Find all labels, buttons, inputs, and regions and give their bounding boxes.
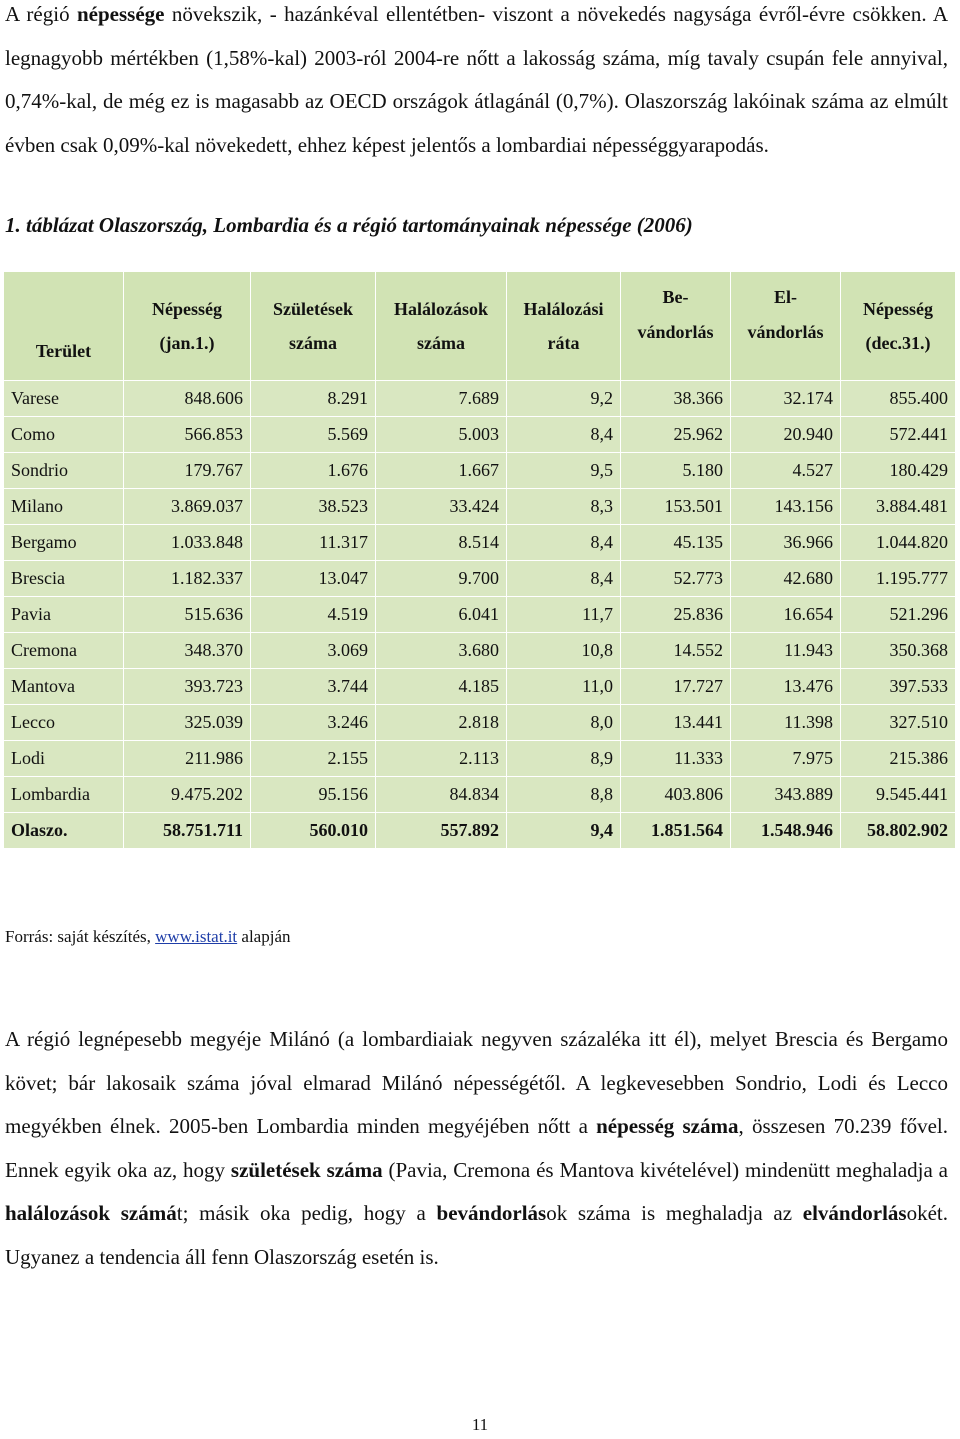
cell-elvandorlas: 11.943 — [731, 633, 841, 669]
cell-terulet: Sondrio — [4, 453, 124, 489]
body-text-5: ok száma is meghaladja az — [546, 1201, 803, 1225]
cell-szuletesek: 2.155 — [251, 741, 376, 777]
cell-terulet: Mantova — [4, 669, 124, 705]
header-halalozasok: Halálozások száma — [376, 272, 507, 381]
cell-bevandorlas: 1.851.564 — [621, 813, 731, 849]
cell-terulet: Bergamo — [4, 525, 124, 561]
cell-halalozasi-rata: 11,7 — [507, 597, 621, 633]
header-nepesseg-dec: Népesség (dec.31.) — [841, 272, 956, 381]
cell-halalozasi-rata: 11,0 — [507, 669, 621, 705]
cell-bevandorlas: 14.552 — [621, 633, 731, 669]
cell-halalozasi-rata: 9,5 — [507, 453, 621, 489]
intro-bold-nepessege: népessége — [76, 2, 165, 26]
cell-nepesseg-dec: 397.533 — [841, 669, 956, 705]
cell-elvandorlas: 42.680 — [731, 561, 841, 597]
cell-halalozasok: 3.680 — [376, 633, 507, 669]
cell-elvandorlas: 20.940 — [731, 417, 841, 453]
cell-elvandorlas: 16.654 — [731, 597, 841, 633]
cell-nepesseg-jan: 325.039 — [124, 705, 251, 741]
cell-nepesseg-dec: 1.195.777 — [841, 561, 956, 597]
cell-nepesseg-jan: 393.723 — [124, 669, 251, 705]
cell-halalozasok: 33.424 — [376, 489, 507, 525]
table-row — [4, 525, 956, 561]
cell-halalozasi-rata: 8,8 — [507, 777, 621, 813]
cell-elvandorlas: 7.975 — [731, 741, 841, 777]
cell-bevandorlas: 403.806 — [621, 777, 731, 813]
cell-szuletesek: 5.569 — [251, 417, 376, 453]
cell-nepesseg-dec: 3.884.481 — [841, 489, 956, 525]
cell-nepesseg-dec: 855.400 — [841, 381, 956, 417]
table-body — [4, 381, 956, 849]
cell-terulet: Varese — [4, 381, 124, 417]
cell-terulet: Milano — [4, 489, 124, 525]
cell-szuletesek: 8.291 — [251, 381, 376, 417]
intro-paragraph — [5, 0, 948, 167]
table-row — [4, 669, 956, 705]
cell-halalozasok: 557.892 — [376, 813, 507, 849]
cell-nepesseg-jan: 515.636 — [124, 597, 251, 633]
source-line — [5, 922, 291, 952]
cell-nepesseg-dec: 58.802.902 — [841, 813, 956, 849]
body-bold-1: népesség száma — [596, 1114, 739, 1138]
cell-nepesseg-dec: 180.429 — [841, 453, 956, 489]
table-header — [4, 272, 956, 381]
source-suffix: alapján — [237, 927, 291, 946]
cell-halalozasi-rata: 8,3 — [507, 489, 621, 525]
intro-text-2: növekszik, - hazánkéval ellentétben- viszont a növekedés nagysága évről-évre csökken. A legnagyobb mértékben (1,58%-kal) 2003-ról 2004-re nőtt a lakosság száma, míg tavaly csupán fele annyival, 0,74%-kal, de még ez is magasabb az OECD országok átlagánál (0,7%). Olaszország lakóinak száma az elmúlt évben csak 0,09%-kal növekedett, ehhez képest jelentős a lombardiai népességgyarapodás. — [5, 2, 949, 157]
cell-elvandorlas: 1.548.946 — [731, 813, 841, 849]
table-caption: 1. táblázat Olaszország, Lombardia és a régió tartományainak népessége (2006) — [5, 213, 693, 237]
cell-terulet: Lombardia — [4, 777, 124, 813]
table-row — [4, 705, 956, 741]
cell-halalozasi-rata: 9,4 — [507, 813, 621, 849]
table-row — [4, 561, 956, 597]
cell-bevandorlas: 5.180 — [621, 453, 731, 489]
cell-terulet: Brescia — [4, 561, 124, 597]
cell-nepesseg-dec: 327.510 — [841, 705, 956, 741]
cell-bevandorlas: 25.836 — [621, 597, 731, 633]
cell-terulet: Como — [4, 417, 124, 453]
cell-szuletesek: 560.010 — [251, 813, 376, 849]
cell-nepesseg-jan: 1.182.337 — [124, 561, 251, 597]
table-row — [4, 489, 956, 525]
cell-halalozasi-rata: 8,4 — [507, 525, 621, 561]
cell-halalozasok: 84.834 — [376, 777, 507, 813]
cell-halalozasi-rata: 9,2 — [507, 381, 621, 417]
cell-bevandorlas: 38.366 — [621, 381, 731, 417]
cell-szuletesek: 3.069 — [251, 633, 376, 669]
cell-elvandorlas: 36.966 — [731, 525, 841, 561]
body-bold-4: bevándorlás — [436, 1201, 547, 1225]
body-text-2: , összesen 70.239 fővel. Ennek egyik oka az, hogy — [5, 1114, 948, 1182]
cell-nepesseg-jan: 1.033.848 — [124, 525, 251, 561]
cell-halalozasok: 6.041 — [376, 597, 507, 633]
cell-nepesseg-dec: 572.441 — [841, 417, 956, 453]
cell-halalozasi-rata: 8,0 — [507, 705, 621, 741]
header-elvandorlas: El- vándorlás — [731, 272, 841, 381]
cell-terulet: Lecco — [4, 705, 124, 741]
table-row — [4, 741, 956, 777]
table-row-total — [4, 813, 956, 849]
cell-halalozasok: 4.185 — [376, 669, 507, 705]
cell-terulet: Pavia — [4, 597, 124, 633]
cell-nepesseg-dec: 9.545.441 — [841, 777, 956, 813]
cell-elvandorlas: 13.476 — [731, 669, 841, 705]
body-bold-3: halálozások számá — [5, 1201, 177, 1225]
istat-link[interactable]: www.istat.it — [155, 927, 238, 946]
body-paragraph — [5, 1018, 948, 1279]
table-row — [4, 381, 956, 417]
source-prefix: Forrás: saját készítés, — [5, 927, 156, 946]
table-row — [4, 597, 956, 633]
cell-nepesseg-jan: 3.869.037 — [124, 489, 251, 525]
intro-text-1: A régió — [5, 2, 77, 26]
cell-nepesseg-jan: 211.986 — [124, 741, 251, 777]
body-text-1: A régió legnépesebb megyéje Milánó (a lombardiaiak negyven százaléka itt él), melyet Brescia és Bergamo követ; bár lakosaik száma jóval elmarad Milánó népességétől. A legkevesebben Sondrio, Lodi és Lecco megyékben élnek. 2005-ben Lombardia minden megyéjében nőtt a — [5, 1027, 948, 1138]
header-nepesseg-jan: Népesség (jan.1.) — [124, 272, 251, 381]
cell-szuletesek: 3.744 — [251, 669, 376, 705]
cell-elvandorlas: 343.889 — [731, 777, 841, 813]
body-text-4: t; másik oka pedig, hogy a — [176, 1201, 437, 1225]
cell-terulet: Lodi — [4, 741, 124, 777]
cell-elvandorlas: 143.156 — [731, 489, 841, 525]
cell-halalozasok: 7.689 — [376, 381, 507, 417]
cell-halalozasok: 2.818 — [376, 705, 507, 741]
cell-szuletesek: 11.317 — [251, 525, 376, 561]
cell-bevandorlas: 17.727 — [621, 669, 731, 705]
table-row — [4, 777, 956, 813]
cell-elvandorlas: 32.174 — [731, 381, 841, 417]
cell-halalozasi-rata: 8,9 — [507, 741, 621, 777]
cell-elvandorlas: 11.398 — [731, 705, 841, 741]
cell-halalozasok: 9.700 — [376, 561, 507, 597]
cell-nepesseg-jan: 348.370 — [124, 633, 251, 669]
cell-halalozasi-rata: 8,4 — [507, 561, 621, 597]
cell-halalozasok: 1.667 — [376, 453, 507, 489]
cell-nepesseg-jan: 848.606 — [124, 381, 251, 417]
cell-nepesseg-dec: 1.044.820 — [841, 525, 956, 561]
cell-halalozasi-rata: 8,4 — [507, 417, 621, 453]
body-bold-2: születések száma — [230, 1157, 383, 1182]
cell-szuletesek: 13.047 — [251, 561, 376, 597]
cell-szuletesek: 4.519 — [251, 597, 376, 633]
cell-halalozasok: 2.113 — [376, 741, 507, 777]
cell-nepesseg-dec: 215.386 — [841, 741, 956, 777]
cell-nepesseg-dec: 521.296 — [841, 597, 956, 633]
cell-szuletesek: 38.523 — [251, 489, 376, 525]
header-szuletesek: Születések száma — [251, 272, 376, 381]
table-row — [4, 633, 956, 669]
cell-terulet: Olaszo. — [4, 813, 124, 849]
cell-nepesseg-dec: 350.368 — [841, 633, 956, 669]
header-terulet: Terület — [4, 272, 124, 381]
cell-nepesseg-jan: 58.751.711 — [124, 813, 251, 849]
cell-szuletesek: 95.156 — [251, 777, 376, 813]
header-halalozasi-rata: Halálozási ráta — [507, 272, 621, 381]
cell-bevandorlas: 11.333 — [621, 741, 731, 777]
body-text-6: okét. Ugyanez a tendencia áll fenn Olaszország esetén is. — [5, 1201, 949, 1269]
table-row — [4, 453, 956, 489]
population-table — [3, 271, 956, 849]
header-bevandorlas: Be- vándorlás — [621, 272, 731, 381]
body-bold-5: elvándorlás — [802, 1201, 907, 1225]
cell-nepesseg-jan: 9.475.202 — [124, 777, 251, 813]
cell-szuletesek: 3.246 — [251, 705, 376, 741]
cell-bevandorlas: 13.441 — [621, 705, 731, 741]
cell-halalozasi-rata: 10,8 — [507, 633, 621, 669]
cell-nepesseg-jan: 179.767 — [124, 453, 251, 489]
cell-terulet: Cremona — [4, 633, 124, 669]
body-text-3: (Pavia, Cremona és Mantova kivételével) mindenütt meghaladja a — [382, 1157, 948, 1182]
cell-bevandorlas: 25.962 — [621, 417, 731, 453]
cell-halalozasok: 8.514 — [376, 525, 507, 561]
cell-elvandorlas: 4.527 — [731, 453, 841, 489]
table-row — [4, 417, 956, 453]
cell-szuletesek: 1.676 — [251, 453, 376, 489]
cell-bevandorlas: 45.135 — [621, 525, 731, 561]
cell-bevandorlas: 52.773 — [621, 561, 731, 597]
cell-nepesseg-jan: 566.853 — [124, 417, 251, 453]
page-number: 11 — [471, 1415, 489, 1434]
cell-halalozasok: 5.003 — [376, 417, 507, 453]
cell-bevandorlas: 153.501 — [621, 489, 731, 525]
